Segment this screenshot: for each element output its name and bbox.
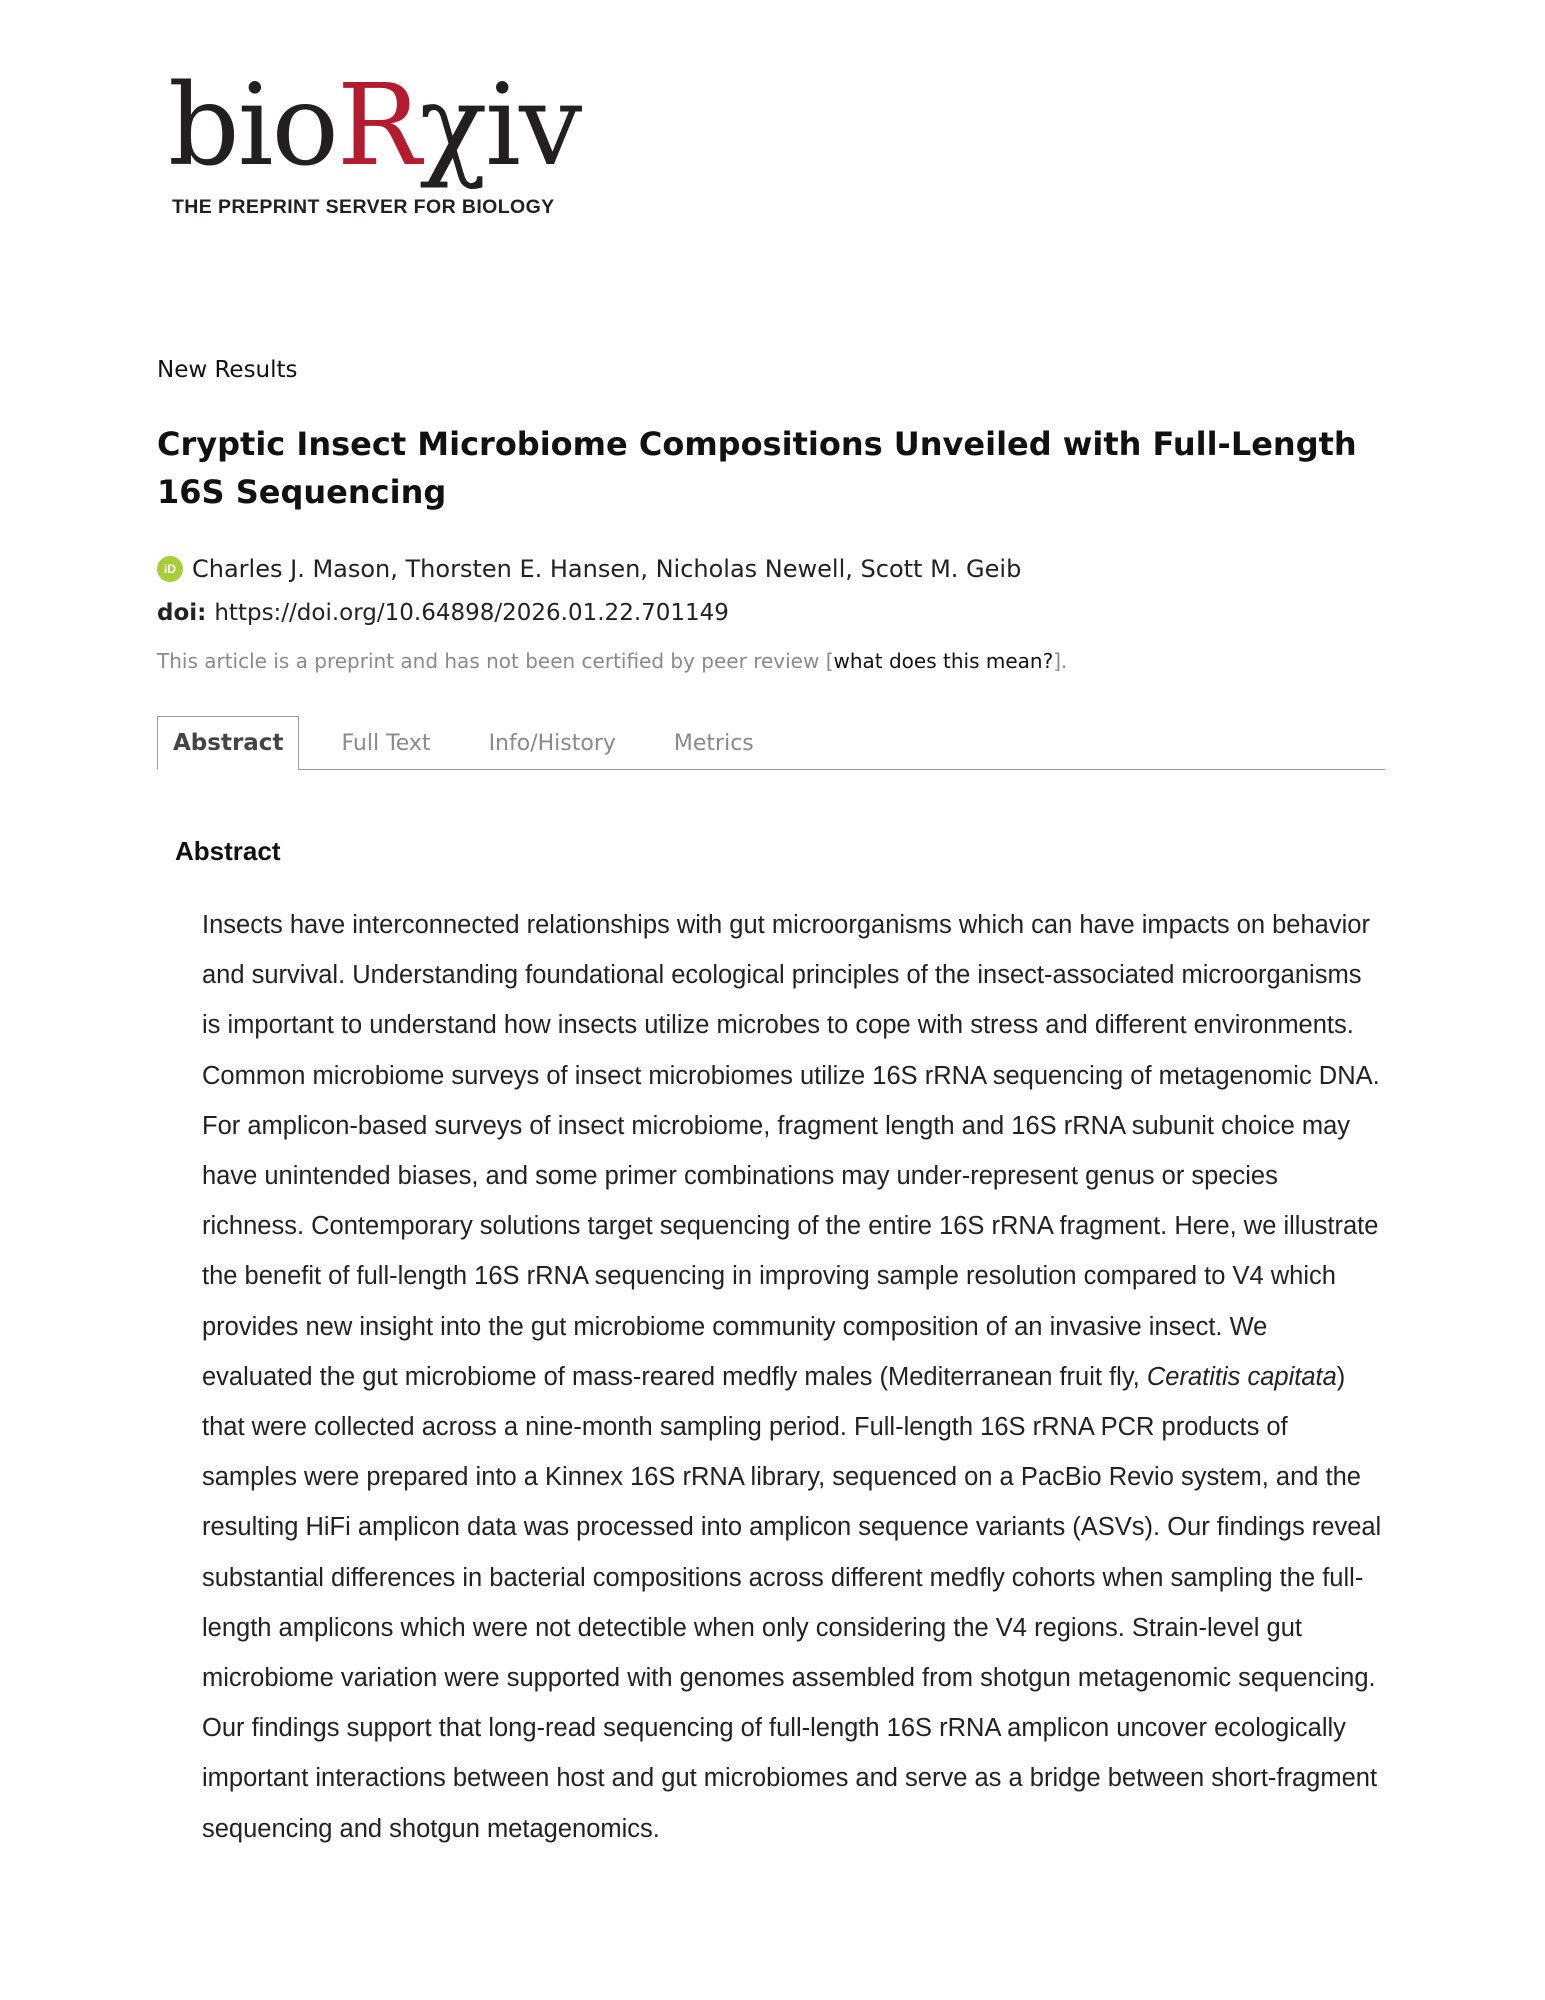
abstract-text-part2: ) that were collected across a nine-month sampling period. Full-length 16S rRNA PCR products of samples were prepared into a Kinnex 16S rRNA library, sequenced on a PacBio Revio system, and the resulting HiFi amplicon data was processed into amplicon sequence variants (ASVs). Our findings reveal substantial differences in bacterial compositions across different medfly cohorts when sampling the full-length amplicons which were not detectible when only considering the V4 regions. Strain-level gut microbiome variation were supported with genomes assembled from shotgun metagenomic sequencing. Our findings support that long-read sequencing of full-length 16S rRNA amplicon uncover ecologically important interactions between host and gut microbiomes and serve as a bridge between short-fragment sequencing and shotgun metagenomics.: [202, 1362, 1382, 1843]
species-name: Ceratitis capitata: [1146, 1362, 1337, 1391]
abstract-text-part1: Insects have interconnected relationships with gut microorganisms which can have impacts on behavior and survival. Understanding foundational ecological principles of the insect-associated microorganisms is important to understand how insects utilize microbes to cope with stress and different environments. Common microbiome surveys of insect microbiomes utilize 16S rRNA sequencing of metagenomic DNA. For amplicon-based surveys of insect microbiome, fragment length and 16S rRNA subunit choice may have unintended biases, and some primer combinations may under-represent genus or species richness. Contemporary solutions target sequencing of the entire 16S rRNA fragment. Here, we illustrate the benefit of full-length 16S rRNA sequencing in improving sample resolution compared to V4 which provides new insight into the gut microbiome community composition of an invasive insect. We evaluated the gut microbiome of mass-reared medfly males (Mediterranean fruit fly,: [202, 911, 1380, 1391]
doi-line: [157, 600, 729, 626]
authors-text[interactable]: Charles J. Mason, Thorsten E. Hansen, Nicholas Newell, Scott M. Geib: [192, 555, 1022, 583]
article-kicker: New Results: [157, 357, 298, 383]
biorxiv-logo[interactable]: [168, 61, 581, 219]
article-title: Cryptic Insect Microbiome Compositions Unveiled with Full-Length 16S Sequencing: [157, 425, 1357, 511]
article-tabs: [157, 715, 1385, 770]
disclaimer-suffix: ].: [1053, 649, 1068, 673]
orcid-icon[interactable]: iD: [157, 556, 183, 582]
logo-word-suffix: χiv: [419, 61, 581, 191]
what-does-this-mean-link[interactable]: what does this mean?: [833, 649, 1054, 673]
doi-link[interactable]: https://doi.org/10.64898/2026.01.22.701149: [214, 600, 729, 626]
logo-wordmark: [168, 61, 581, 191]
author-list: [157, 555, 1021, 583]
tab-metrics[interactable]: Metrics: [673, 730, 754, 756]
doi-label: doi:: [157, 600, 207, 626]
logo-tagline: THE PREPRINT SERVER FOR BIOLOGY: [172, 196, 555, 218]
abstract-body: [202, 900, 1382, 1854]
abstract-heading: Abstract: [175, 836, 281, 866]
preprint-disclaimer: [157, 649, 1067, 673]
logo-word-r: R: [336, 61, 420, 191]
tab-full-text[interactable]: Full Text: [341, 730, 431, 756]
logo-word-prefix: bio: [168, 61, 337, 191]
disclaimer-prefix: This article is a preprint and has not been certified by peer review [: [157, 649, 834, 673]
tab-info-history[interactable]: Info/History: [488, 730, 616, 756]
tab-abstract[interactable]: Abstract: [157, 716, 299, 770]
